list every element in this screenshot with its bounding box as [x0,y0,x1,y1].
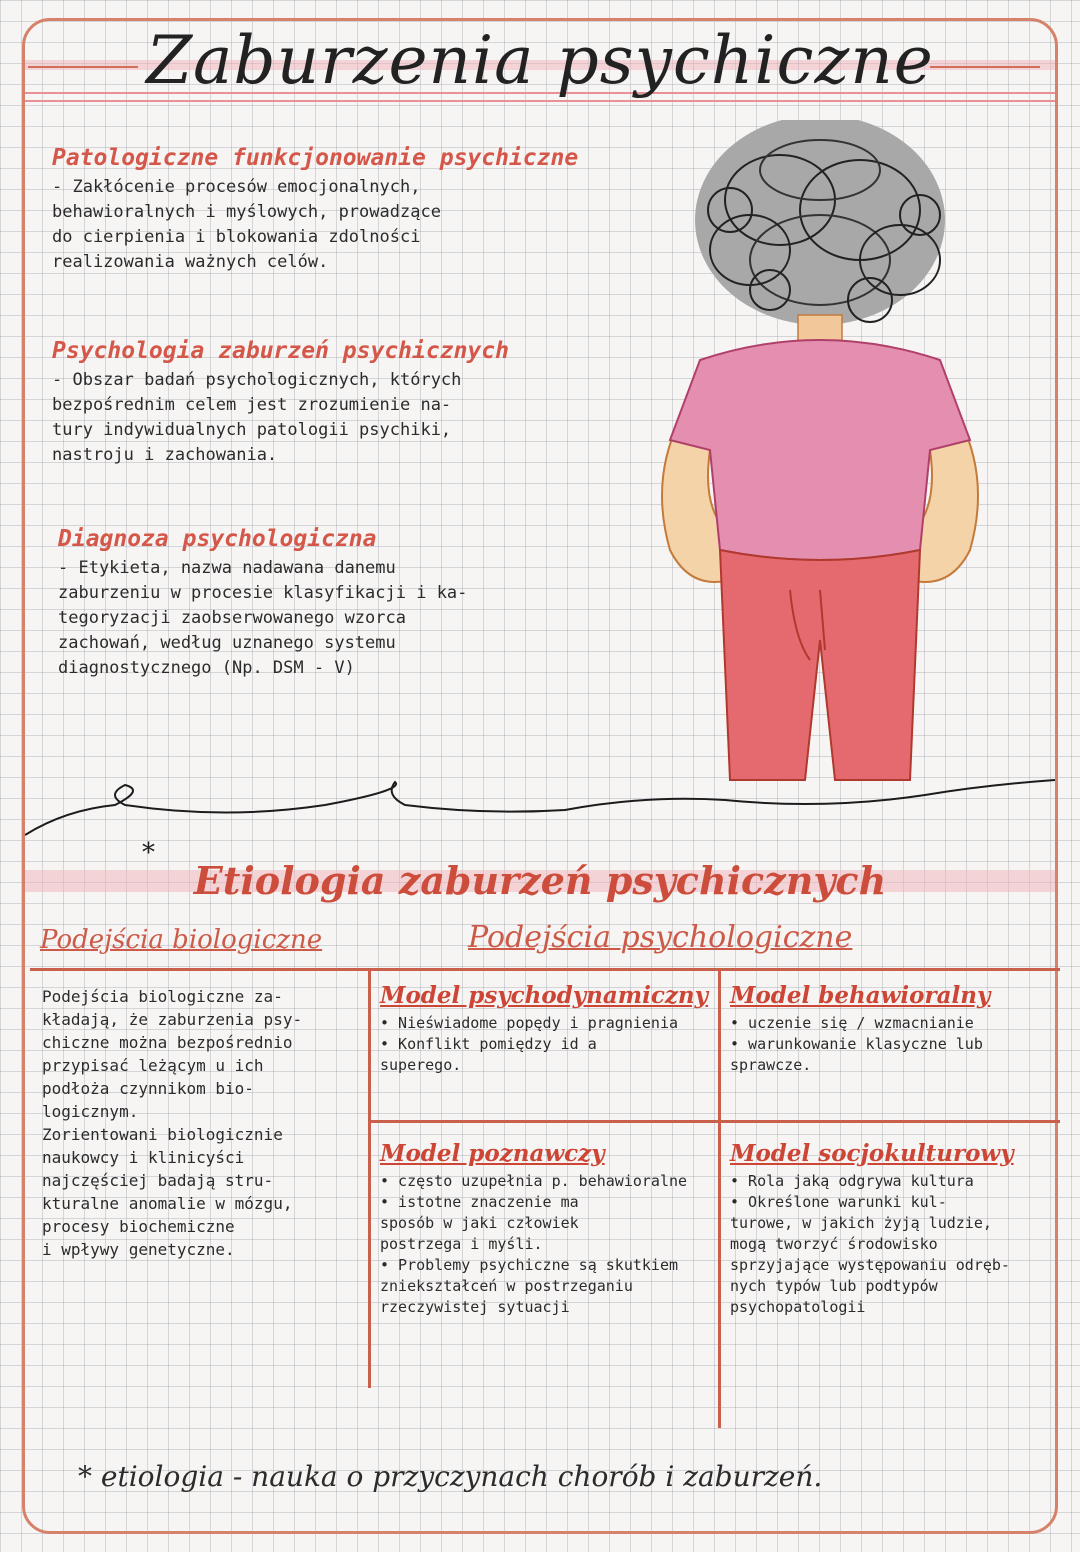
person-illustration [620,120,1040,810]
section-pathological-functioning [52,145,632,275]
model-body: • często uzupełnia p. behawioralne • istotne znaczenie ma sposób w jaki człowiek postrzega i myśli. • Problemy psychiczne są skutkiem zniekształceń w postrzeganiu rzeczywistej sytuacji [380,1172,688,1316]
title-underline-2 [25,100,1055,102]
wave-divider [25,770,1055,850]
model-sociocultural [730,1140,1060,1318]
page-title: Zaburzenia psychiczne [146,22,934,99]
bio-column [42,985,362,1261]
section-heading: Diagnoza psychologiczna [58,526,377,552]
section-psychological-diagnosis [58,526,638,681]
curly-hair-icon [695,120,945,325]
model-heading: Model behawioralny [730,982,991,1009]
model-body: • Nieświadome popędy i pragnienia • Konflikt pomiędzy id a superego. [380,1014,679,1074]
model-psychodynamic [380,982,715,1076]
bio-body: Podejścia biologiczne za- kładają, że zaburzenia psy- chiczne można bezpośrednio przypisać leżącym u ich podłoża czynnikom bio- logicznym. Zorientowani biologicznie naukowcy i klinicyści najczęściej badają stru- kturalne anomalie w mózgu, procesy biochemiczne i wpływy genetyczne. [42,987,303,1259]
model-body: • Rola jaką odgrywa kultura • Określone warunki kul- turowe, w jakich żyją ludzie, mogą tworzyć środowisko sprzyjające występowaniu odręb- nych typów lub podtypów psychopatologii [730,1172,1010,1316]
section-body: - Etykieta, nazwa nadawana danemu zaburzeniu w procesie klasyfikacji i ka- tegoryzacji zaobserwowanego wzorca zachowań, według uznanego systemu diagnostycznego (Np. DSM - V) [58,558,468,678]
model-cognitive [380,1140,715,1318]
bio-heading: Podejścia biologiczne [40,925,323,955]
footnote: * etiologia - nauka o przyczynach chorób i zaburzeń. [78,1460,823,1493]
section-body: - Zakłócenie procesów emocjonalnych, behawioralnych i myślowych, prowadzące do cierpienia i blokowania zdolności realizowania ważnych celów. [52,177,441,272]
model-behavioral [730,982,1060,1076]
section-psychology-of-disorders [52,338,632,468]
section-heading: Psychologia zaburzeń psychicznych [52,338,509,364]
section-body: - Obszar badań psychologicznych, których bezpośrednim celem jest zrozumienie na- tury indywidualnych patologii psychiki, nastroju i zachowania. [52,370,462,465]
model-heading: Model psychodynamiczny [380,982,709,1009]
model-heading: Model poznawczy [380,1140,605,1167]
table-mid-line [368,1120,1060,1123]
model-body: • uczenie się / wzmacnianie • warunkowanie klasyczne lub sprawcze. [730,1014,983,1074]
footnote-star: * [142,838,155,868]
etiology-title: Etiologia zaburzeń psychicznych [193,858,887,903]
table-top-line [30,968,1060,971]
table-divider-left [368,968,371,1388]
psy-heading: Podejścia psychologiczne [468,920,853,955]
table-divider-mid [718,968,721,1428]
model-heading: Model socjokulturowy [730,1140,1014,1167]
section-heading: Patologiczne funkcjonowanie psychiczne [52,145,579,171]
